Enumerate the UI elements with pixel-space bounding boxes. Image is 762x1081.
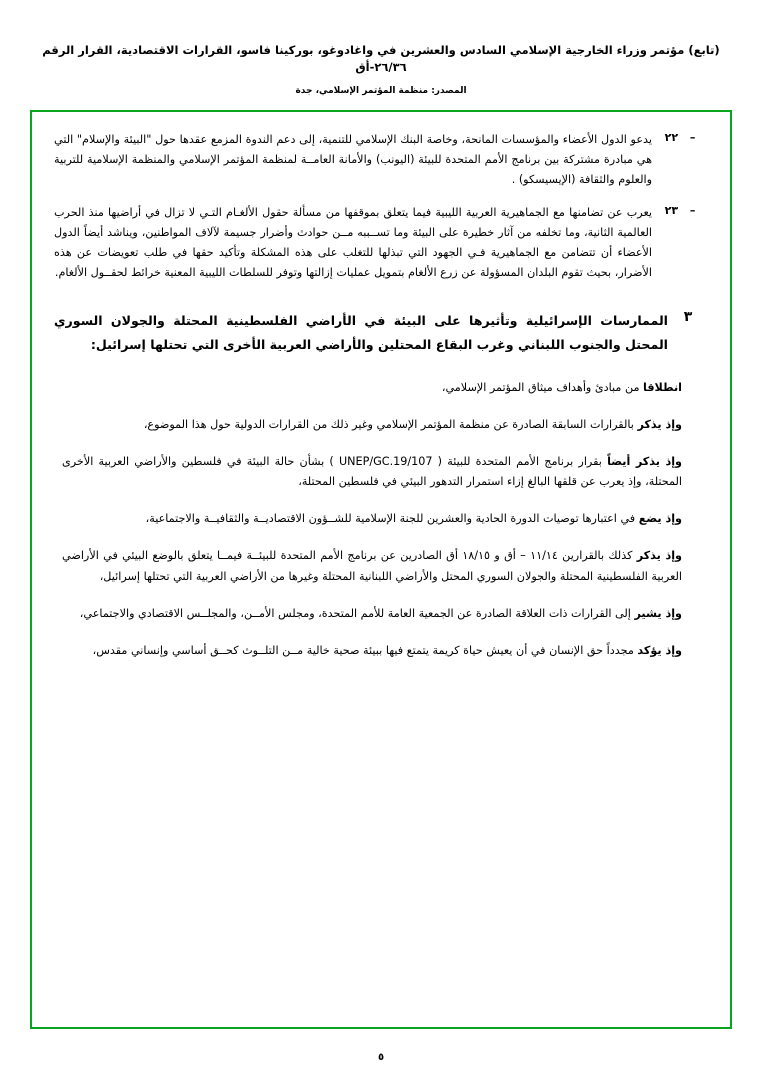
list-item-number [652,130,708,190]
paragraph [62,452,682,492]
paragraph-text: في اعتبارها توصيات الدورة الحادية والعشرين للجنة الإسلامية للشــؤون الاقتصاديــة والثقافيــة والاجتماعية، [145,512,639,526]
page-header [0,0,762,96]
paragraph-text: مجدداً حق الإنسان في أن يعيش حياة كريمة يتمتع فيها ببيئة صحية خالية مــن التلــوث كحــق أساسي وإنساني مقدس، [92,643,638,657]
section-heading [54,309,708,358]
paragraph-lead: وإذ يذكر [637,417,682,431]
green-border-frame [30,110,732,1029]
paragraph-text: من مبادئ وأهداف ميثاق المؤتمر الإسلامي، [441,380,644,394]
page-number: ٥ [377,1052,385,1063]
paragraph [62,546,682,586]
section-number: ٣ [683,308,693,325]
section-title: الممارسات الإسرائيلية وتأثيرها على البيئة في الأراضي الفلسطينية المحتلة والجولان السوري المحتل والجنوب اللبناني وغرب البقاع المحتلين والأراضي العربية الأخرى التي تحتلها إسرائيل: [54,312,668,353]
paragraph-text: كذلك بالقرارين ١١/١٤ – أق و ١٨/١٥ أق الصادرين عن برنامج الأمم المتحدة للبيئــة فيمــا يتعلق بالوضع البيئي في الأراضي العربية الفلسطينية المحتلة والجولان السوري المحتل والأراضي اللبنانية المحتلة وغيرها من الأراضي العربية التي تحتلها إسرائيل، [62,549,682,583]
list-item-index: ٢٣ [664,203,679,217]
paragraph-text: إلى القرارات ذات العلاقة الصادرة عن الجمعية العامة للأمم المتحدة، ومجلس الأمــن، والمجلــس الاقتصادي والاجتماعي، [79,606,635,620]
paragraph [62,604,682,624]
list-item-index: ٢٢ [664,131,679,144]
paragraph-lead: انطلاقا [643,380,682,394]
document-body [32,112,730,688]
paragraph [62,378,682,398]
paragraph-lead: وإذ يذكر [636,549,683,563]
list-item [54,130,708,190]
list-item-text: يدعو الدول الأعضاء والمؤسسات المانحة، وخاصة البنك الإسلامي للتنمية، إلى دعم الندوة المزمع عقدها حول "البيئة والإسلام" التي هي مبادرة مشتركة بين برنامج الأمم المتحدة للبيئة (اليونب) والأمانة العامــة لمنظمة المؤتمر الإسلامي والمنظمة الإسلامية للتربية والعلوم والثقافة (الإيسيسكو) . [54,133,652,186]
list-item-text: يعرب عن تضامنها مع الجماهيرية العربية الليبية فيما يتعلق بموقفها من مسألة حقول الألغـام التـي لا تزال في أراضيها منذ الحرب العالمية الثانية، وما تخلفه من آثار خطيرة على البيئة وما تســببه مــن حوادث وأضرار جسيمة لآلاف المواطنين، ويناشد أيضاً الدول الأعضاء أن تتضامن مع الجماهيرية فـي الجهود التي تبذلها للتغلب على هذه المشكلة وتأكيد حقها في طلب تعويضات عن هذه الأضرار، بحيث تقوم البلدان المسؤولة عن زرع الألغام بتمويل عمليات إزالتها وتوفر للسلطات الليبية المعنية خرائط لحقــول الألغام. [54,205,652,279]
paragraph-lead: وإذ يشير [634,606,682,620]
paragraph [62,641,682,661]
paragraph-lead: وإذ يضع [638,512,682,526]
paragraph-text: بقرار برنامج الأمم المتحدة للبيئة ( UNEP/GC.19/107 ) بشأن حالة البيئة في فلسطين والأراضي العربية الأخرى المحتلة، وإذ يعرب عن قلقها البالغ إزاء استمرار التدهور البيئي في فلسطين المحتلة، [62,454,682,489]
list-item-dash: – [689,131,696,144]
list-item [54,203,708,283]
header-title: (تابع) مؤتمر وزراء الخارجية الإسلامي السادس والعشرين في واغادوغو، بوركينا فاسو، القرارات الاقتصادية، القرار الرقم ٢٦/٣٦-أق [42,43,720,75]
paragraph [62,509,682,529]
paragraph-lead: وإذ يذكر أيضاً [607,454,683,468]
paragraph [62,415,682,435]
paragraph-lead: وإذ يؤكد [637,643,682,657]
paragraph-text: بالقرارات السابقة الصادرة عن منظمة المؤتمر الإسلامي وغير ذلك من القرارات الدولية حول هذا الموضوع، [143,417,638,431]
header-source: المصدر: منظمة المؤتمر الإسلامي، جدة [295,85,467,96]
list-item-dash: – [689,203,696,217]
list-item-number [652,203,708,283]
